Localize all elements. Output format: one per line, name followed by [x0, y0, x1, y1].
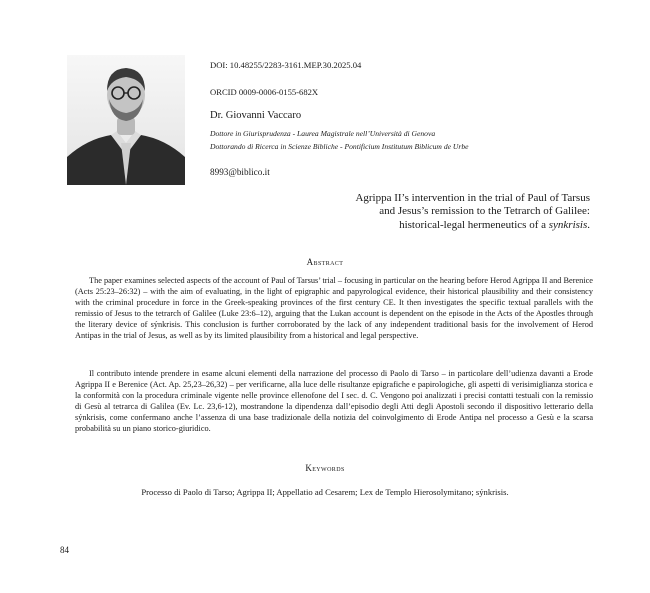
orcid: ORCID 0009-0006-0155-682X	[210, 87, 319, 97]
title-synkrisis: synkrisis	[548, 218, 588, 231]
keywords-heading: Keywords	[305, 463, 345, 473]
doi: DOI: 10.48255/2283-3161.MEP.30.2025.04	[210, 60, 362, 70]
page-number: 84	[60, 545, 69, 555]
author-affiliation-law: Dottore in Giurisprudenza - Laurea Magistrale nell’Università di Genova	[210, 129, 436, 138]
title-line-3	[290, 219, 590, 232]
abstract-italian: Il contributo intende prendere in esame alcuni elementi della narrazione del processo di Paolo di Tarso – in particolare dell’udienza davanti a Erode Agrippa II e Berenice (Act. Ap. 25,23–26,32) – per verificarne, alla luce delle risultanze epigrafiche e papirologiche, gli aspetti di verisimiglianza storica e la conformità con la procedura criminale vigente nelle province ellenofone del I sec. d. C. Vengono poi analizzati i precisi contatti testuali con la remissio di Gesù al tetrarca di Galilea (Ev. Lc. 23,6-12), mostrandone la dipendenza dall’episodio degli Atti degli Apostoli secondo il dispositivo letterario della sýnkrisis, come confermano anche l’assenza di una base tradizionale della notizia del coinvolgimento di Erode Antipa nel processo a Gesù e la scarsa probabilità su un piano storico-giuridico.	[75, 369, 593, 434]
author-affiliation-biblical: Dottorando di Ricerca in Scienze Bibliche - Pontificium Institutum Biblicum de Urbe	[210, 142, 469, 151]
author-photo	[67, 55, 185, 185]
abstract-heading: Abstract	[306, 257, 344, 267]
title-line-2: and Jesus’s remission to the Tetrarch of Galilee:	[379, 205, 590, 218]
title-line-1: Agrippa II’s intervention in the trial of Paul of Tarsus	[355, 192, 590, 204]
author-name: Dr. Giovanni Vaccaro	[210, 110, 302, 121]
author-email[interactable]: 8993@biblico.it	[210, 167, 270, 177]
keywords-list: Processo di Paolo di Tarso; Agrippa II; Appellatio ad Cesarem; Lex de Templo Hierosolymitano; sýnkrisis.	[141, 487, 509, 497]
article-title	[290, 192, 590, 232]
title-line-3-text: historical-legal hermeneutics of a	[399, 218, 549, 231]
author-portrait-image	[67, 55, 185, 185]
title-period: .	[587, 218, 590, 231]
abstract-english: The paper examines selected aspects of the account of Paul of Tarsus’ trial – focusing in particular on the hearing before Herod Agrippa II and Berenice (Acts 25:23–26:32) – with the aim of evaluating, in the light of epigraphic and papyrological evidence, their historical plausibility and their consistency with the criminal procedure in force in the Greek-speaking provinces of the first century CE. It then investigates the specific textual parallels with the remissio of Jesus to the tetrarch of Galilee (Luke 23:6–12), arguing that the Lukan account is dependent on the episode in the Acts of the Apostles through the literary device of sýnkrisis. This conclusion is further corroborated by the lack of any independent traditional basis for the involvement of Herod Antipas in the trial of Jesus, as well as by its limited plausibility from a historical and legal perspective.	[75, 276, 593, 341]
